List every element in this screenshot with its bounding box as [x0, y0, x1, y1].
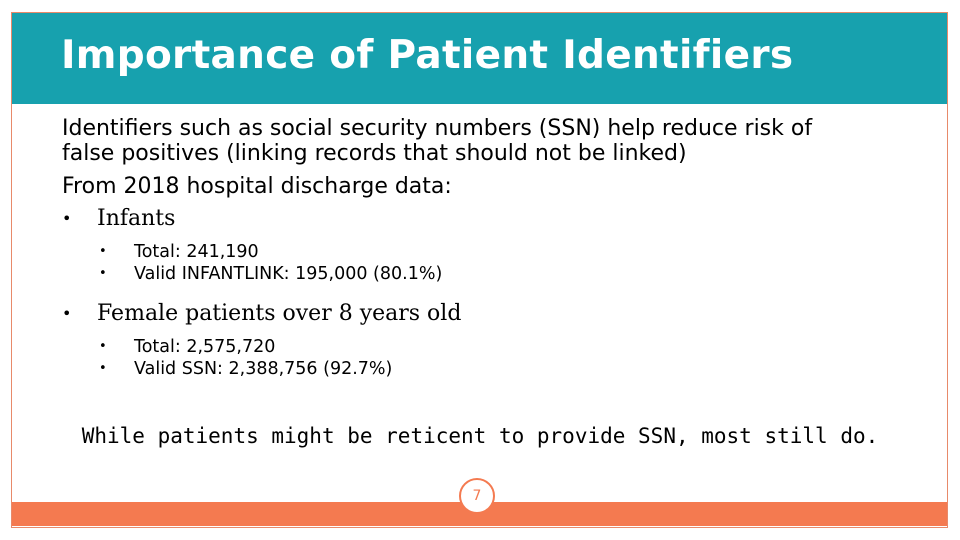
slide-title: Importance of Patient Identifiers — [61, 33, 794, 78]
sub-bullet — [62, 263, 882, 285]
conclusion-text: While patients might be reticent to provide SSN, most still do. — [81, 424, 879, 448]
bullet-icon: • — [99, 244, 107, 259]
bullet-icon: • — [62, 304, 72, 323]
bullet-female-patients — [62, 300, 882, 328]
sub-bullet — [62, 358, 882, 380]
bullet-icon: • — [99, 266, 107, 281]
bullet-label: Infants — [97, 206, 176, 231]
bullet-icon: • — [62, 209, 72, 228]
sub-bullet-text: Total: 241,190 — [134, 242, 259, 262]
page-number-badge — [459, 478, 495, 514]
bullet-label: Female patients over 8 years old — [97, 301, 462, 326]
slide-content — [62, 116, 882, 380]
page-number: 7 — [472, 488, 482, 504]
sub-bullet-text: Valid INFANTLINK: 195,000 (80.1%) — [134, 264, 443, 284]
source-line: From 2018 hospital discharge data: — [62, 174, 452, 199]
bullet-icon: • — [99, 339, 107, 354]
bullet-icon: • — [99, 361, 107, 376]
sub-bullet — [62, 336, 882, 358]
sub-bullet — [62, 241, 882, 263]
sub-bullet-text: Valid SSN: 2,388,756 (92.7%) — [134, 359, 393, 379]
sub-bullet-text: Total: 2,575,720 — [134, 337, 276, 357]
intro-paragraph: Identifiers such as social security numbers (SSN) help reduce risk of false positives (linking records that should not be linked) — [62, 116, 813, 166]
bullet-infants — [62, 205, 882, 233]
